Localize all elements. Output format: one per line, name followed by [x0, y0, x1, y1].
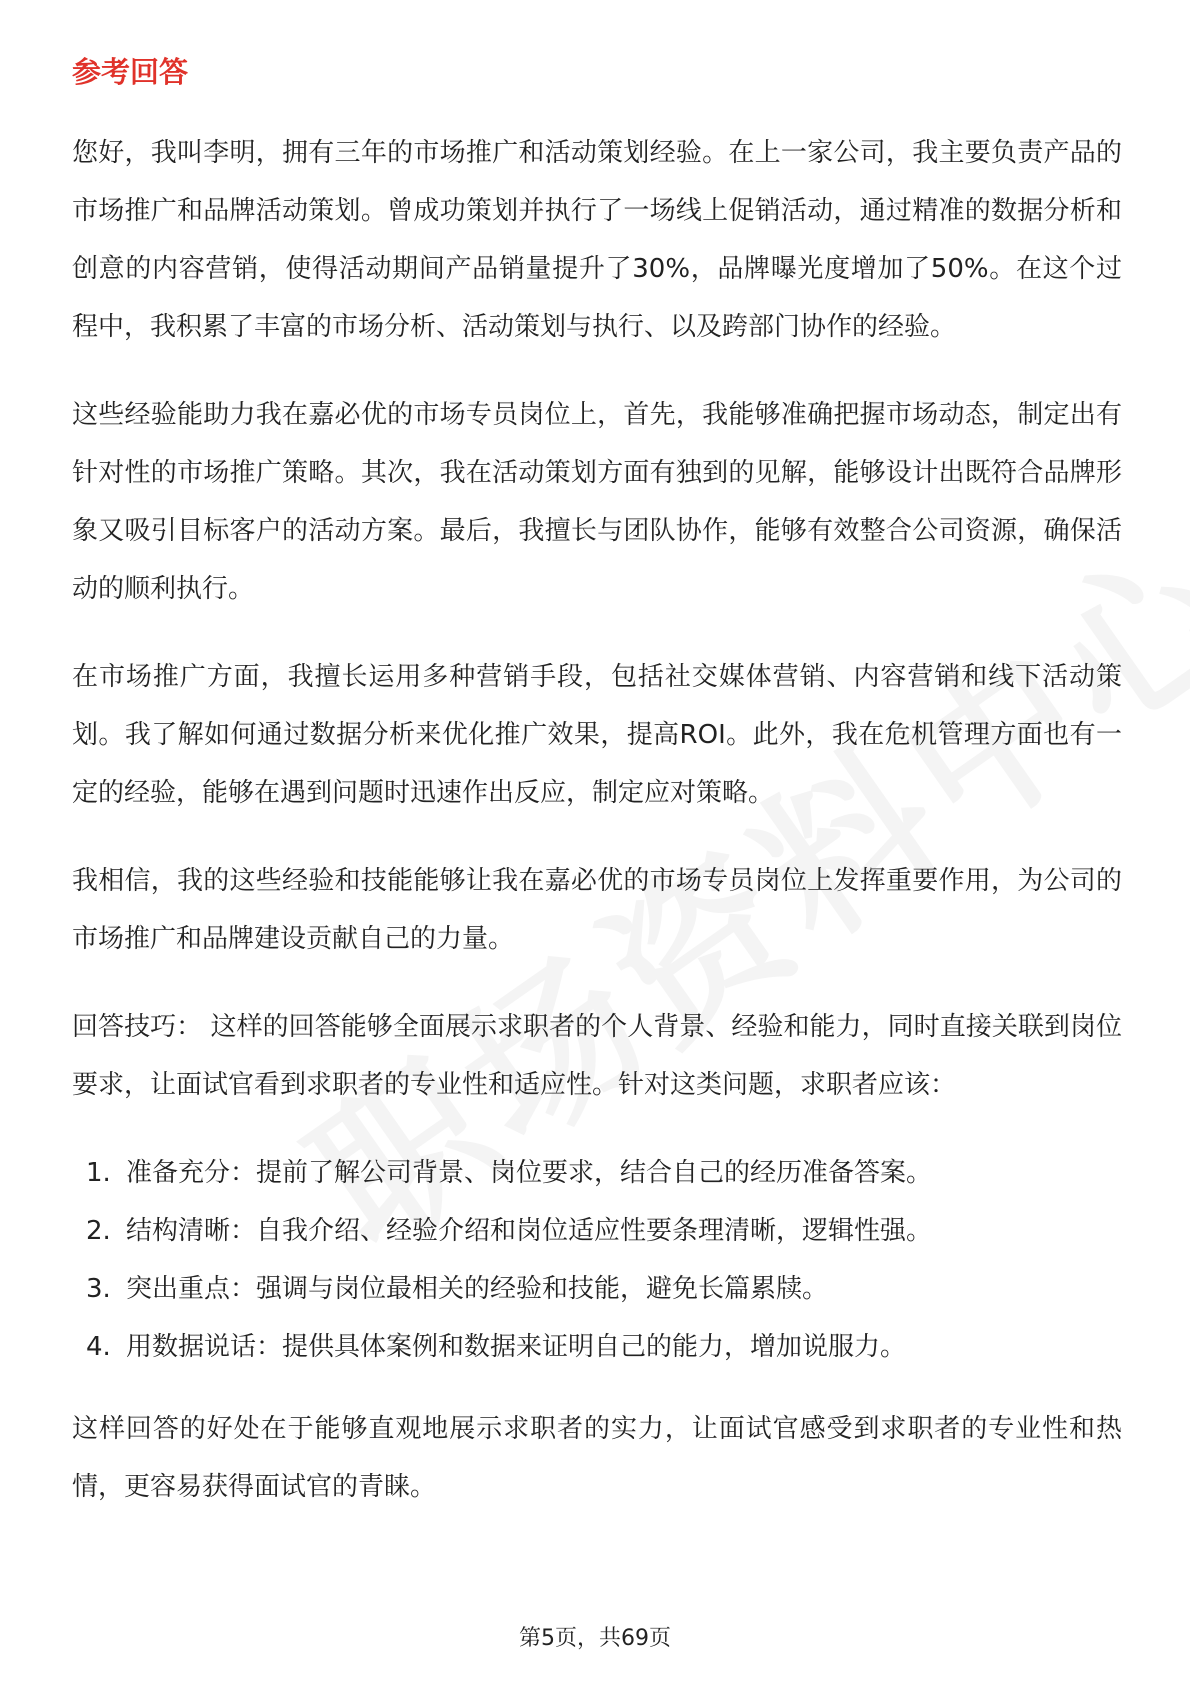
list-item	[72, 1318, 1122, 1376]
answer-paragraph-4: 我相信，我的这些经验和技能能够让我在嘉必优的市场专员岗位上发挥重要作用，为公司的市场推广和品牌建设贡献自己的力量。	[72, 866, 1122, 954]
list-item-number: 4.	[86, 1332, 111, 1362]
page-number-footer: 第5页，共69页	[519, 1626, 671, 1651]
list-item-text: 用数据说话：提供具体案例和数据来证明自己的能力，增加说服力。	[126, 1332, 907, 1362]
list-item-text: 突出重点：强调与岗位最相关的经验和技能，避免长篇累牍。	[126, 1274, 829, 1304]
answer-paragraph-3: 在市场推广方面，我擅长运用多种营销手段，包括社交媒体营销、内容营销和线下活动策划。我了解如何通过数据分析来优化推广效果，提高ROI。此外，我在危机管理方面也有一定的经验，能够在遇到问题时迅速作出反应，制定应对策略。	[72, 662, 1122, 808]
answer-paragraph-2: 这些经验能助力我在嘉必优的市场专员岗位上，首先，我能够准确把握市场动态，制定出有针对性的市场推广策略。其次，我在活动策划方面有独到的见解，能够设计出既符合品牌形象又吸引目标客户的活动方案。最后，我擅长与团队协作，能够有效整合公司资源，确保活动的顺利执行。	[72, 400, 1122, 604]
document-content	[72, 50, 1122, 1546]
answer-paragraph-1: 您好，我叫李明，拥有三年的市场推广和活动策划经验。在上一家公司，我主要负责产品的市场推广和品牌活动策划。曾成功策划并执行了一场线上促销活动，通过精准的数据分析和创意的内容营销，使得活动期间产品销量提升了30%，品牌曝光度增加了50%。在这个过程中，我积累了丰富的市场分析、活动策划与执行、以及跨部门协作的经验。	[72, 138, 1122, 342]
section-heading: 参考回答	[72, 55, 189, 89]
list-item	[72, 1144, 1122, 1202]
list-item-number: 3.	[86, 1274, 111, 1304]
list-item-text: 结构清晰：自我介绍、经验介绍和岗位适应性要条理清晰，逻辑性强。	[126, 1216, 933, 1246]
list-item	[72, 1260, 1122, 1318]
tips-intro-paragraph: 回答技巧： 这样的回答能够全面展示求职者的个人背景、经验和能力，同时直接关联到岗位要求，让面试官看到求职者的专业性和适应性。针对这类问题，求职者应该：	[72, 1012, 1122, 1100]
list-item	[72, 1202, 1122, 1260]
list-item-text: 准备充分：提前了解公司背景、岗位要求，结合自己的经历准备答案。	[126, 1158, 933, 1188]
closing-paragraph: 这样回答的好处在于能够直观地展示求职者的实力，让面试官感受到求职者的专业性和热情，更容易获得面试官的青睐。	[72, 1414, 1122, 1502]
tips-list	[72, 1144, 1122, 1376]
list-item-number: 2.	[86, 1216, 111, 1246]
list-item-number: 1.	[86, 1158, 111, 1188]
